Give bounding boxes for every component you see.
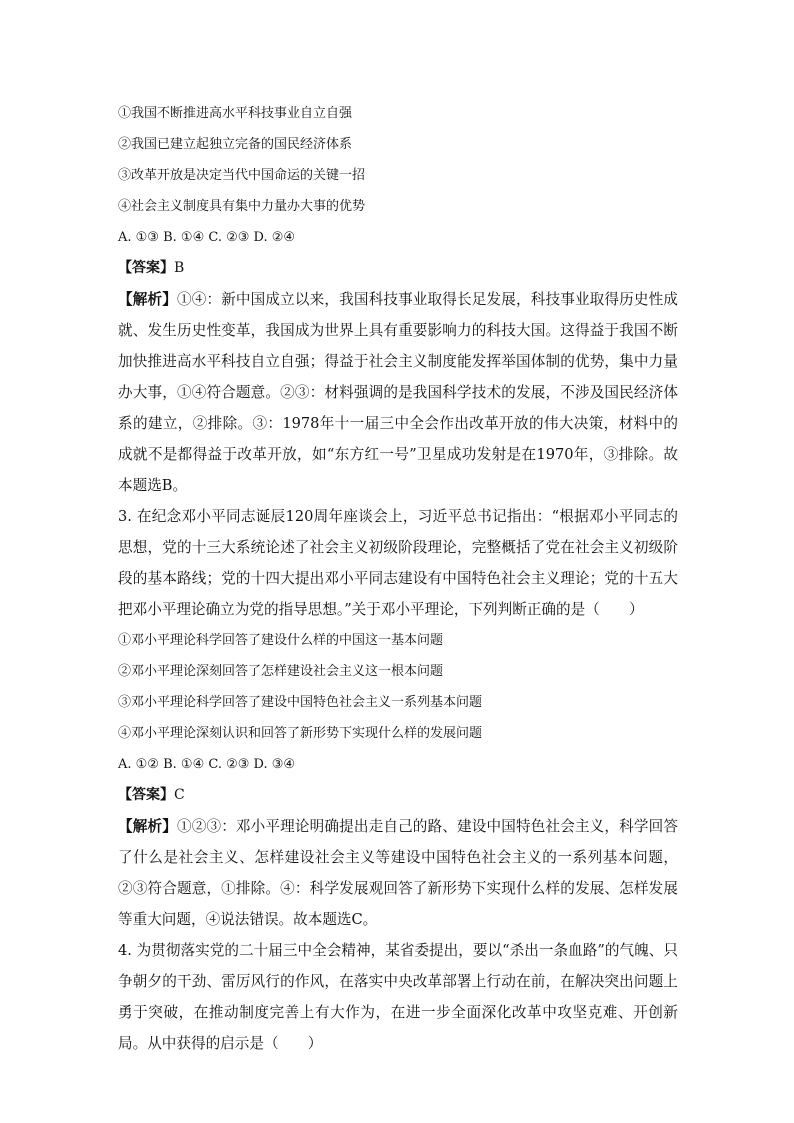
q2-option-2: ②我国已建立起独立完备的国民经济体系	[118, 137, 353, 152]
q3-option-2: ②邓小平理论深刻回答了怎样建设社会主义这一根本问题	[118, 664, 444, 679]
q2-answer	[118, 253, 678, 284]
q2-choices: A. ①③ B. ①④ C. ②③ D. ②④	[118, 230, 296, 245]
q4-stem: 4. 为贯彻落实党的二十届三中全会精神，某省委提出，要以“杀出一条血路”的气魄、只争朝夕的干劲、雷厉风行的作风，在落实中央改革部署上行动在前，在解决突出问题上勇于突破，在推动制度完善上有大作为，在进一步全面深化改革中攻坚克难、开创新局。从中获得的启示是（ ）	[118, 942, 678, 1052]
q3-option-4: ④邓小平理论深刻认识和回答了新形势下实现什么样的发展问题	[118, 726, 483, 741]
answer-value: C	[174, 787, 185, 803]
document-page	[118, 98, 678, 1059]
q3-choices: A. ①② B. ①④ C. ②③ D. ③④	[118, 757, 296, 772]
q2-option-1: ①我国不断推进高水平科技事业自立自强	[118, 106, 353, 121]
analysis-tag: 【解析】	[118, 291, 177, 308]
analysis-text: ①④：新中国成立以来，我国科技事业取得长足发展，科技事业取得历史性成就、发生历史性变革，我国成为世界上具有重要影响力的科技大国。这得益于我国不断加快推进高水平科技自立自强；得益于社会主义制度能发挥举国体制的优势，集中力量办大事，①④符合题意。②③：材料强调的是我国科学技术的发展，不涉及国民经济体系的建立，②排除。③：1978年十一届三中全会作出改革开放的伟大决策，材料中的成就不是都得益于改革开放，如“东方红一号”卫星成功发射是在1970年，③排除。故本题选B。	[118, 291, 678, 494]
q3-option-1: ①邓小平理论科学回答了建设什么样的中国这一基本问题	[118, 633, 444, 648]
q2-option-4: ④社会主义制度具有集中力量办大事的优势	[118, 199, 366, 214]
q2-option-3: ③改革开放是决定当代中国命运的关键一招	[118, 168, 366, 183]
q3-stem: 3. 在纪念邓小平同志诞辰120周年座谈会上，习近平总书记指出：“根据邓小平同志的思想，党的十三大系统论述了社会主义初级阶段理论，完整概括了党在社会主义初级阶段的基本路线；党的十四大提出邓小平同志建设有中国特色社会主义理论；党的十五大把邓小平理论确立为党的指导思想。”关于邓小平理论，下列判断正确的是（ ）	[118, 508, 678, 618]
answer-tag: 【答案】	[118, 260, 174, 276]
analysis-tag: 【解析】	[118, 818, 177, 835]
answer-tag: 【答案】	[118, 787, 174, 803]
analysis-text: ①②③：邓小平理论明确提出走自己的路、建设中国特色社会主义，科学回答了什么是社会主义、怎样建设社会主义等建设中国特色社会主义的一系列基本问题，②③符合题意，①排除。④：科学发展观回答了新形势下实现什么样的发展、怎样发展等重大问题，④说法错误。故本题选C。	[118, 818, 678, 928]
answer-value: B	[174, 260, 185, 276]
q3-analysis	[118, 811, 678, 935]
q3-option-3: ③邓小平理论科学回答了建设中国特色社会主义一系列基本问题	[118, 695, 483, 710]
q3-answer	[118, 780, 678, 811]
q2-analysis	[118, 284, 678, 501]
